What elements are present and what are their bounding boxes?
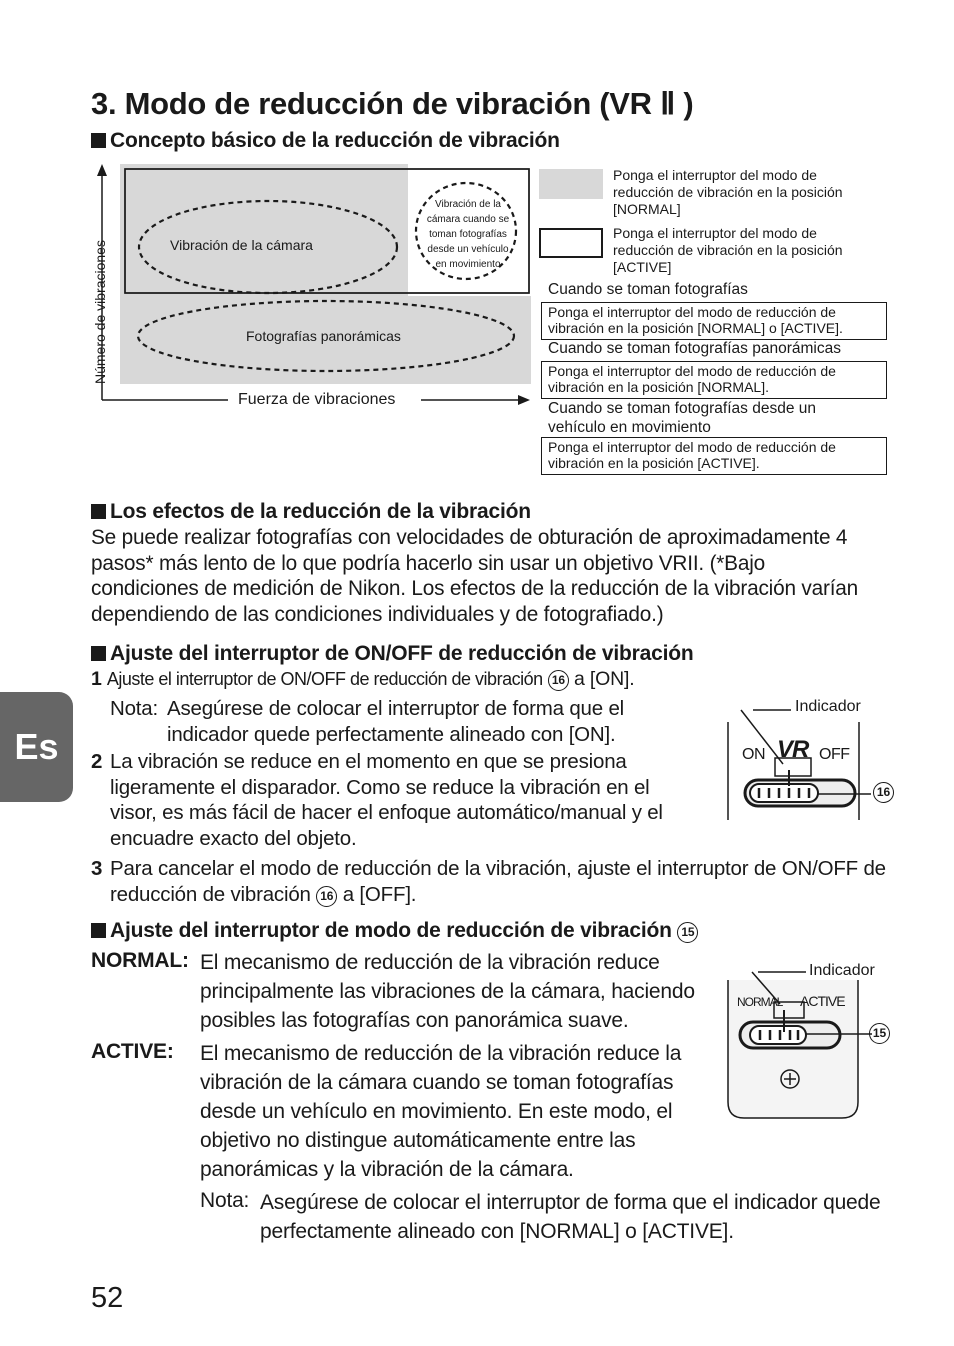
- step-1-text-end: a [ON].: [574, 668, 635, 690]
- switch-active-label: ACTIVE: [800, 993, 845, 1009]
- step-1-text: Ajuste el interruptor de ON/OFF de reducción de vibración: [106, 669, 543, 689]
- legend-normal-text: Ponga el interruptor del modo de reducción de vibración en la posición [NORMAL]: [613, 167, 843, 217]
- section-heading-onoff: [91, 642, 694, 666]
- step-1: [91, 667, 634, 693]
- normal-label: NORMAL:: [91, 949, 189, 972]
- active-text: El mecanismo de reducción de la vibración reduce la vibración de la cámara cuando se toman fotografías desde un vehículo en movimiento. En este modo, el objetivo no distingue automáticamente entre las panorámicas y la vibración de la cámara.: [200, 1042, 682, 1181]
- switch-off-label: OFF: [819, 746, 850, 763]
- callout-15-icon: 15: [677, 922, 698, 943]
- case-label-photos: Cuando se toman fotografías: [548, 281, 748, 298]
- indicator-label-mode: Indicador: [809, 962, 875, 979]
- case-label-panning: Cuando se toman fotografías panorámicas: [548, 340, 841, 357]
- legend-swatch-active: [539, 228, 603, 258]
- x-axis-label: Fuerza de vibraciones: [238, 391, 396, 408]
- square-bullet-icon: [91, 646, 106, 661]
- heading-text: Concepto básico de la reducción de vibración: [110, 129, 560, 152]
- page-number: 52: [91, 1282, 124, 1314]
- note-1-text: Asegúrese de colocar el interruptor de forma que el indicador quede perfectamente alineado con [ON].: [167, 697, 625, 746]
- case-label-vehicle: Cuando se toman fotografías desde un vehículo en movimiento: [548, 400, 816, 436]
- y-axis-label: Número de vibraciones: [92, 240, 108, 384]
- callout-15-diagram: [869, 1023, 890, 1044]
- step-3-text-end: a [OFF].: [342, 882, 417, 906]
- heading-text: Ajuste del interruptor de modo de reducción de vibración: [110, 919, 672, 942]
- square-bullet-icon: [91, 133, 106, 148]
- label-camera-vibration: Vibración de la cámara: [170, 237, 313, 253]
- section-heading-effects: [91, 500, 531, 524]
- square-bullet-icon: [91, 504, 106, 519]
- effects-paragraph: Se puede realizar fotografías con velocidades de obturación de aproximadamente 4 pasos* más lento de lo que podría hacerlo sin usar un objetivo VRII. (*Bajo condiciones de medición de Nikon. Los efectos de la reducción de la vibración varían dependiendo de las condiciones individuales y de fotografiado.): [91, 526, 859, 626]
- callout-16-icon: 16: [316, 886, 337, 907]
- switch-normal-label: NORMAL: [737, 995, 783, 1009]
- page-title: 3. Modo de reducción de vibración (VR Ⅱ ): [91, 86, 694, 121]
- case-box-photos: Ponga el interruptor del modo de reducción de vibración en la posición [NORMAL] o [ACTIVE].: [541, 302, 887, 340]
- legend-swatch-normal: [539, 169, 603, 199]
- active-label-text: ACTIVE: [91, 1040, 167, 1063]
- case-box-panning: Ponga el interruptor del modo de reducción de vibración en la posición [NORMAL].: [541, 361, 887, 399]
- language-tab: Es: [0, 692, 73, 802]
- callout-16-diagram: [873, 782, 894, 803]
- step-2-text: La vibración se reduce en el momento en que se presiona ligeramente el disparador. Como se reduce la vibración en el visor, es más fácil de hacer el enfoque automático/manual y el encuadre exacto del objeto.: [110, 750, 663, 850]
- step-3-number: 3: [91, 857, 103, 880]
- legend-active-text: Ponga el interruptor del modo de reducción de vibración en la posición [ACTIVE]: [613, 225, 843, 275]
- square-bullet-icon: [91, 923, 106, 938]
- callout-15-icon: 15: [869, 1023, 890, 1044]
- normal-text: El mecanismo de reducción de la vibración reduce principalmente las vibraciones de la cámara, haciendo posibles las fotografías con panorámica suave.: [200, 951, 695, 1032]
- section-heading-mode: [91, 919, 698, 943]
- switch-on-label: ON: [742, 746, 765, 763]
- step-3-text: [110, 856, 900, 907]
- label-panning: Fotografías panorámicas: [246, 328, 401, 344]
- step-2-number: 2: [91, 750, 103, 773]
- note-2-label: Nota:: [200, 1189, 250, 1212]
- normal-label-text: NORMAL: [91, 949, 182, 972]
- callout-16-icon: 16: [873, 782, 894, 803]
- step-number: 1: [91, 668, 102, 690]
- case-box-vehicle: Ponga el interruptor del modo de reducción de vibración en la posición [ACTIVE].: [541, 437, 887, 475]
- note-2-text: Asegúrese de colocar el interruptor de forma que el indicador quede perfectamente alineado con [NORMAL] o [ACTIVE].: [260, 1191, 881, 1243]
- camera-vibration-region: [120, 164, 408, 296]
- callout-16-icon: 16: [548, 670, 569, 691]
- section-heading-concept: [91, 129, 560, 153]
- step-3-text-main: Para cancelar el modo de reducción de la vibración, ajuste el interruptor de ON/OFF de reducción de vibración: [110, 857, 886, 906]
- indicator-label-onoff: Indicador: [795, 698, 861, 715]
- label-vehicle-vibration: Vibración de la cámara cuando se toman fotografías desde un vehículo en movimiento: [426, 199, 510, 270]
- heading-text: Ajuste del interruptor de ON/OFF de reducción de vibración: [110, 642, 694, 665]
- heading-text: Los efectos de la reducción de la vibración: [110, 500, 531, 523]
- vr-logo-label: VR: [777, 736, 809, 763]
- active-label: ACTIVE:: [91, 1040, 174, 1063]
- note-1-label: Nota:: [110, 697, 158, 720]
